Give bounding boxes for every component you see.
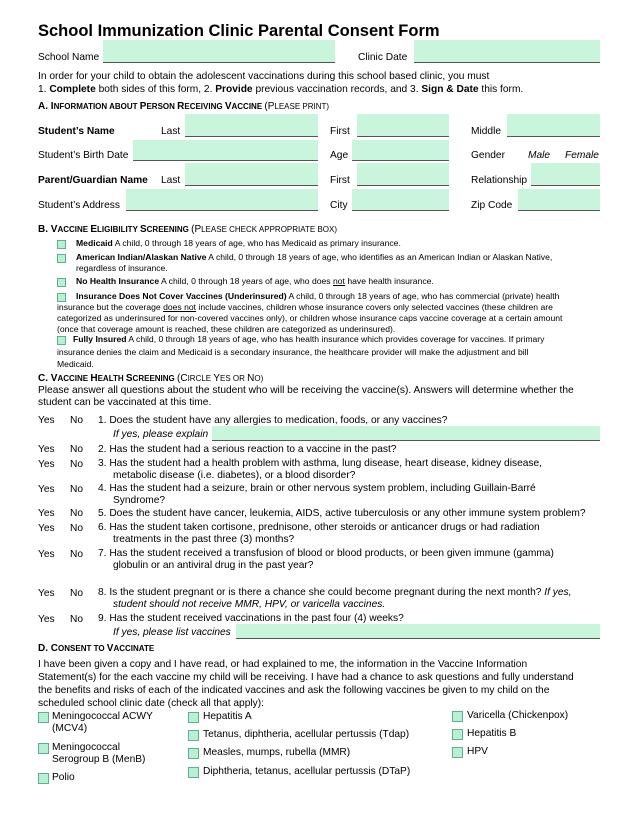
q2-yes[interactable]: Yes: [38, 444, 55, 455]
students-name-label: Student’s Name: [38, 126, 115, 137]
guardian-name-label: Parent/Guardian Name: [38, 175, 148, 186]
student-last-name-field[interactable]: [185, 114, 318, 137]
polio-label: Polio: [52, 772, 75, 783]
tdap-checkbox[interactable]: [188, 730, 199, 741]
dtap-checkbox[interactable]: [188, 767, 199, 778]
section-c-intro-2: student can be vaccinated at this time.: [38, 397, 212, 408]
fully-insured-text-line-1: Fully Insured A child, 0 through 18 years of age, who has health insurance which provides coverage for vaccines. If primary: [73, 334, 545, 344]
last-label-2: Last: [161, 175, 181, 186]
hepa-checkbox[interactable]: [188, 712, 199, 723]
american-indian-text: American Indian/Alaskan Native A child, 0 through 18 years of age, who identifies as an American Indian or Alaskan Native, regardless of insurance.: [76, 252, 553, 273]
section-a-heading: A. INFORMATION ABOUT PERSON RECEIVING VACCINE (PLEASE PRINT): [38, 101, 330, 112]
section-d-heading: D. CONSENT TO VACCINATE: [38, 643, 155, 654]
age-field[interactable]: [352, 140, 449, 161]
mcv4-label: Meningococcal ACWY (MCV4): [52, 711, 153, 734]
gender-male-option[interactable]: Male: [528, 150, 551, 161]
gender-label: Gender: [471, 150, 505, 161]
birth-date-label: Student’s Birth Date: [38, 150, 129, 161]
address-field[interactable]: [126, 189, 318, 211]
q2-no[interactable]: No: [70, 444, 84, 455]
middle-label: Middle: [471, 126, 502, 137]
fully-insured-text-rest: insurance denies the claim and Medicaid is a secondary insurance, the healthcare provider will make the adjustment and bill Medicaid.: [57, 347, 529, 369]
student-middle-name-field[interactable]: [507, 114, 600, 137]
q8-yes[interactable]: Yes: [38, 588, 55, 599]
relationship-label: Relationship: [471, 175, 528, 186]
q5-text: 5. Does the student have cancer, leukemia, AIDS, active tuberculosis or any other immune system problem?: [98, 508, 586, 519]
medicaid-checkbox[interactable]: [57, 240, 66, 249]
mcv4-checkbox[interactable]: [38, 712, 49, 723]
q7-yes[interactable]: Yes: [38, 549, 55, 560]
tdap-label: Tetanus, diphtheria, acellular pertussis (Tdap): [203, 729, 410, 740]
age-label: Age: [330, 150, 349, 161]
hepb-checkbox[interactable]: [452, 729, 463, 740]
q4-text: 4. Has the student had a seizure, brain or other nervous system problem, including Guillain-Barré Syndrome?: [98, 483, 536, 506]
q1-explain-field[interactable]: [212, 426, 600, 441]
birth-date-field[interactable]: [133, 140, 318, 161]
american-indian-checkbox[interactable]: [57, 254, 66, 263]
q3-no[interactable]: No: [70, 459, 84, 470]
address-label: Student’s Address: [38, 200, 120, 211]
first-label-2: First: [330, 175, 350, 186]
mmr-label: Measles, mumps, rubella (MMR): [203, 747, 351, 758]
q1-no[interactable]: No: [70, 415, 84, 426]
student-first-name-field[interactable]: [357, 114, 449, 137]
city-field[interactable]: [352, 189, 449, 211]
relationship-field[interactable]: [531, 163, 600, 186]
varicella-label: Varicella (Chickenpox): [467, 710, 569, 721]
q9-text: 9. Has the student received vaccinations in the past four (4) weeks?: [98, 613, 404, 624]
q3-text: 3. Has the student had a health problem with asthma, lung disease, heart disease, kidney disease, metabolic disease (i.e. diabetes), or a blood disorder?: [98, 458, 542, 481]
medicaid-text: Medicaid A child, 0 through 18 years of age, who has Medicaid as primary insurance.: [76, 238, 401, 248]
menb-label: Meningococcal Serogroup B (MenB): [52, 742, 146, 765]
q6-yes[interactable]: Yes: [38, 523, 55, 534]
hepa-label: Hepatitis A: [203, 711, 252, 722]
q4-yes[interactable]: Yes: [38, 484, 55, 495]
city-label: City: [330, 200, 348, 211]
q9-yes[interactable]: Yes: [38, 614, 55, 625]
varicella-checkbox[interactable]: [452, 711, 463, 722]
clinic-date-label: Clinic Date: [358, 52, 408, 63]
no-insurance-checkbox[interactable]: [57, 278, 66, 287]
hpv-checkbox[interactable]: [452, 747, 463, 758]
q9-explain-label: If yes, please list vaccines: [113, 627, 231, 638]
consent-paragraph: I have been given a copy and I have read, or had explained to me, the information in the Vaccine Information Statement(s) for the each vaccine my child will be receiving. I have had a chance to ask questions and fully understand the benefits and risks of each of the indicated vaccines and ask the following vaccines be given to my child on the scheduled school clinic date (check all that apply):: [38, 659, 574, 709]
gender-female-option[interactable]: Female: [565, 150, 599, 161]
section-b-heading: B. VACCINE ELIGIBILITY SCREENING (PLEASE CHECK APPROPRIATE BOX): [38, 224, 337, 235]
q1-yes[interactable]: Yes: [38, 415, 55, 426]
polio-checkbox[interactable]: [38, 773, 49, 784]
page-title: School Immunization Clinic Parental Consent Form: [38, 22, 440, 40]
school-name-label: School Name: [38, 52, 100, 63]
q6-text: 6. Has the student taken cortisone, prednisone, other steroids or anticancer drugs or had radiation treatments in the past three (3) months?: [98, 522, 540, 545]
fully-insured-checkbox[interactable]: [57, 336, 66, 345]
intro-line-2: 1. Complete both sides of this form, 2. Provide previous vaccination records, and 3. Sign & Date this form.: [38, 84, 524, 95]
q4-no[interactable]: No: [70, 484, 84, 495]
q8-no[interactable]: No: [70, 588, 84, 599]
no-insurance-text: No Health Insurance A child, 0 through 18 years of age, who does not have health insurance.: [76, 276, 434, 286]
mmr-checkbox[interactable]: [188, 748, 199, 759]
first-label: First: [330, 126, 350, 137]
hpv-label: HPV: [467, 746, 488, 757]
q1-explain-label: If yes, please explain: [113, 429, 209, 440]
section-c-heading: C. VACCINE HEALTH SCREENING (CIRCLE YES OR NO): [38, 373, 264, 384]
zip-label: Zip Code: [471, 200, 513, 211]
q7-no[interactable]: No: [70, 549, 84, 560]
intro-line-1: In order for your child to obtain the adolescent vaccinations during this school based clinic, you must: [38, 71, 490, 82]
guardian-first-name-field[interactable]: [357, 163, 449, 186]
q7-text: 7. Has the student received a transfusion of blood or blood products, or been given immune (gamma) globulin or an antiviral drug in the past year?: [98, 548, 554, 571]
underinsured-text-rest: insurance but the coverage does not include vaccines, children whose insurance covers only selected vaccines (these children are categorized as underinsured for non-covered vaccines only), or children whose insurance caps vaccine coverage at a certain amount (once that coverage amount is reached, these children are categorized as underinsured).: [57, 302, 563, 334]
q6-no[interactable]: No: [70, 523, 84, 534]
menb-checkbox[interactable]: [38, 743, 49, 754]
zip-field[interactable]: [518, 189, 600, 211]
last-label: Last: [161, 126, 181, 137]
q1-text: 1. Does the student have any allergies to medication, foods, or any vaccines?: [98, 415, 448, 426]
section-c-intro-1: Please answer all questions about the student who will be receiving the vaccine(s). Answers will determine whether the: [38, 385, 574, 396]
q2-text: 2. Has the student had a serious reaction to a vaccine in the past?: [98, 444, 397, 455]
q9-explain-field[interactable]: [236, 624, 600, 639]
underinsured-checkbox[interactable]: [57, 293, 66, 302]
q9-no[interactable]: No: [70, 614, 84, 625]
q5-no[interactable]: No: [70, 508, 84, 519]
hepb-label: Hepatitis B: [467, 728, 517, 739]
q8-text: 8. Is the student pregnant or is there a chance she could become pregnant during the next month? If yes, student should not receive MMR, HPV, or varicella vaccines.: [98, 587, 572, 610]
clinic-date-field[interactable]: [414, 40, 600, 63]
school-name-field[interactable]: [103, 40, 335, 63]
dtap-label: Diphtheria, tetanus, acellular pertussis (DTaP): [203, 766, 411, 777]
underinsured-text-line-1: Insurance Does Not Cover Vaccines (Underinsured) A child, 0 through 18 years of age, who has commercial (private) health: [76, 291, 560, 301]
guardian-last-name-field[interactable]: [185, 163, 318, 186]
q5-yes[interactable]: Yes: [38, 508, 55, 519]
q3-yes[interactable]: Yes: [38, 459, 55, 470]
